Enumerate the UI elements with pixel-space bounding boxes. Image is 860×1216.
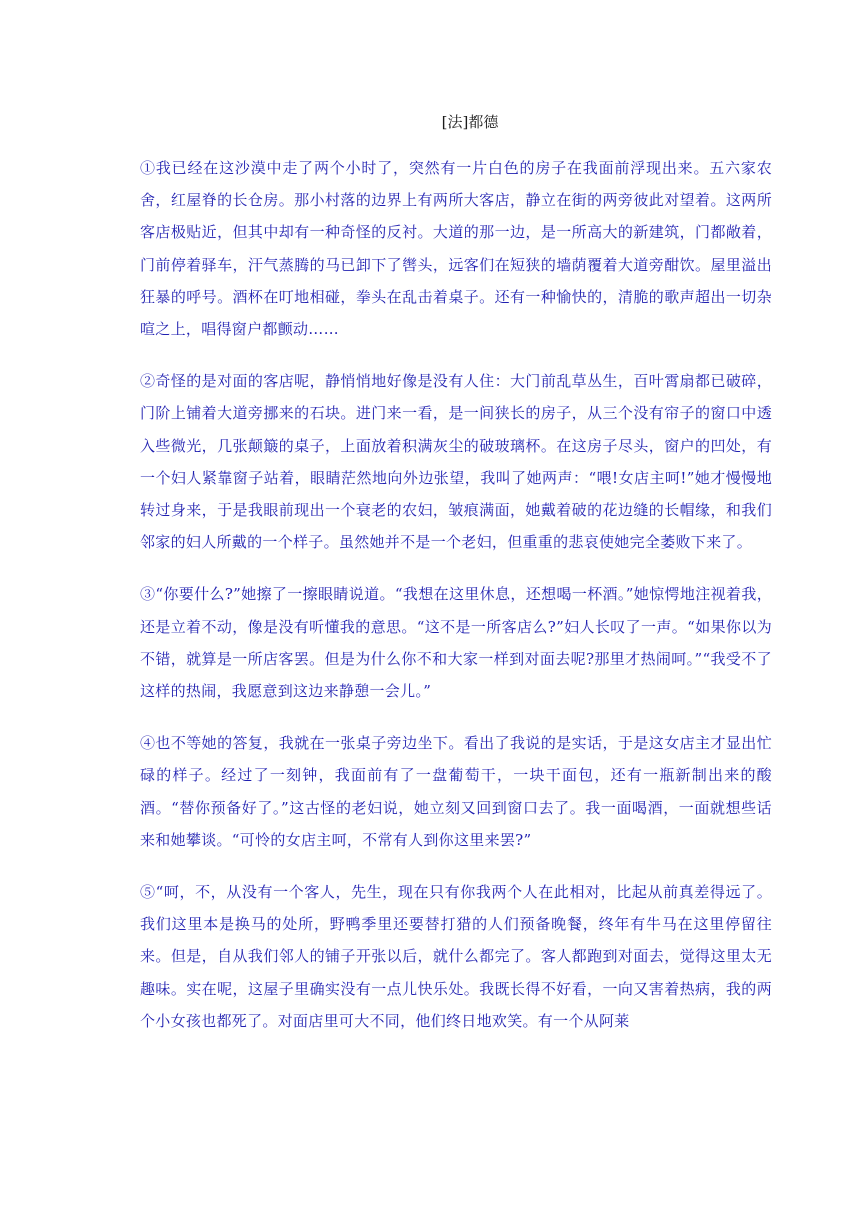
paragraph-2: ②奇怪的是对面的客店呢，静悄悄地好像是没有人住：大门前乱草丛生，百叶霄扇都已破碎，门阶上铺着大道旁挪来的石块。进门来一看，是一间狭长的房子，从三个没有帘子的窗口中透入些微光，几张颠簸的桌子，上面放着积满灰尘的破玻璃杯。在这房子尽头，窗户的凹处，有一个妇人紧靠窗子站着，眼睛茫然地向外边张望，我叫了她两声：“喂!女店主呵!”她才慢慢地转过身来，于是我眼前现出一个衰老的农妇，皱痕满面，她戴着破的花边缝的长帽缘，和我们邻家的妇人所戴的一个样子。虽然她并不是一个老妇，但重重的悲哀使她完全萎败下来了。	[140, 372, 772, 552]
article-body	[140, 152, 772, 1057]
paragraph-5: ⑤“呵，不，从没有一个客人，先生，现在只有你我两个人在此相对，比起从前真差得远了。我们这里本是换马的处所，野鸭季里还要替打猎的人们预备晚餐，终年有牛马在这里停留往来。但是，自从我们邻人的铺子开张以后，就什么都完了。客人都跑到对面去，觉得这里太无趣味。实在呢，这屋子里确实没有一点儿快乐处。我既长得不好看，一向又害着热病，我的两个小女孩也都死了。对面店里可大不同，他们终日地欢笑。有一个从阿莱	[140, 883, 772, 1030]
paragraph-4: ④也不等她的答复，我就在一张桌子旁边坐下。看出了我说的是实话，于是这女店主才显出忙碌的样子。经过了一刻钟，我面前有了一盘葡萄干，一块干面包，还有一瓶新制出来的酸酒。“替你预备好了。”这古怪的老妇说，她立刻又回到窗口去了。我一面喝酒，一面就想些话来和她攀谈。“可怜的女店主呵，不常有人到你这里来罢?”	[140, 734, 772, 849]
paragraph-3: ③“你要什么?”她擦了一擦眼睛说道。“我想在这里休息，还想喝一杯酒。”她惊愕地注视着我，还是立着不动，像是没有听懂我的意思。“这不是一所客店么?”妇人长叹了一声。“如果你以为不错，就算是一所店客罢。但是为什么你不和大家一样到对面去呢?那里才热闹呵。”“我受不了这样的热闹，我愿意到这边来静憩一会儿。”	[140, 585, 772, 701]
paragraph-1: ①我已经在这沙漠中走了两个小时了，突然有一片白色的房子在我面前浮现出来。五六家农舍，红屋脊的长仓房。那小村落的边界上有两所大客店，静立在街的两旁彼此对望着。这两所客店极贴近，但其中却有一种奇怪的反衬。大道的那一边，是一所高大的新建筑，门都敞着，门前停着驿车，汗气蒸腾的马已卸下了辔头，远客们在短狭的墙荫覆着大道旁酣饮。屋里溢出狂暴的呼号。酒杯在叮地相碰，拳头在乱击着桌子。还有一种愉快的，清脆的歌声超出一切杂喧之上，唱得窗户都颤动……	[140, 159, 772, 339]
author-line: [法]都德	[441, 113, 499, 131]
